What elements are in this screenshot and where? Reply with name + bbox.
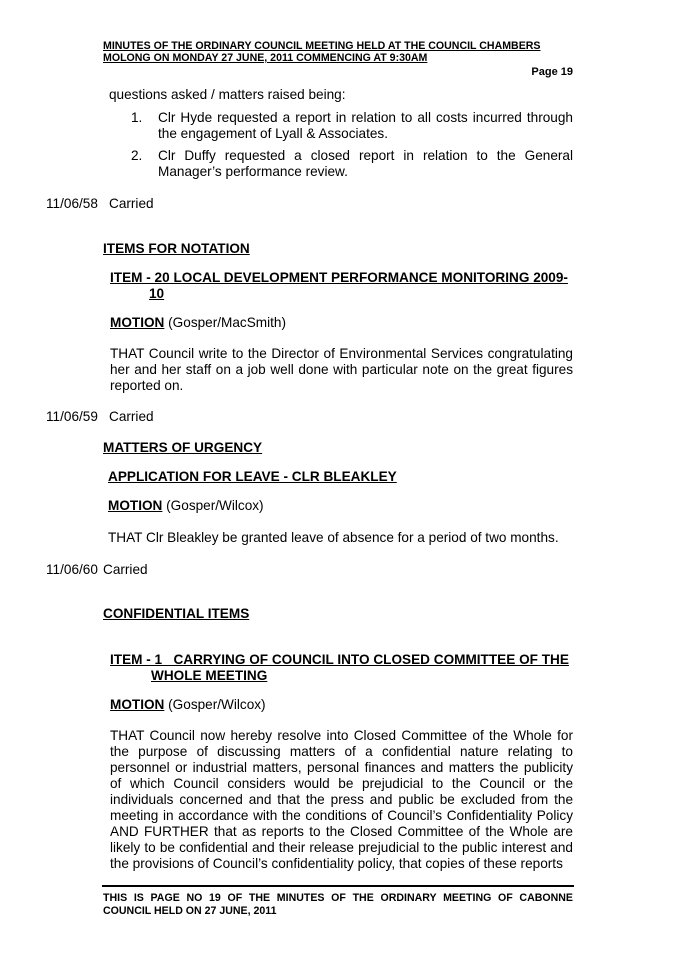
header-line-2: MOLONG ON MONDAY 27 JUNE, 2011 COMMENCING AT 9:30AM: [103, 52, 428, 64]
question-text: Clr Hyde requested a report in relation to all costs incurred through the engagement of Lyall & Associates.: [158, 110, 573, 141]
motion-label: MOTION: [108, 498, 163, 513]
motion-label: MOTION: [110, 697, 165, 712]
resolution-number: 11/06/58: [46, 196, 98, 211]
motion-movers: (Gosper/Wilcox): [166, 498, 264, 513]
question-text: Clr Duffy requested a closed report in relation to the General Manager’s performance review.: [158, 148, 573, 179]
section-heading-notation: ITEMS FOR NOTATION: [103, 241, 250, 256]
motion-text: THAT Clr Bleakley be granted leave of absence for a period of two months.: [108, 530, 559, 545]
section-heading-urgency: MATTERS OF URGENCY: [103, 440, 263, 455]
question-number: 2.: [131, 148, 143, 163]
resolution-number: 11/06/59: [46, 409, 98, 424]
footer-rule: [102, 885, 574, 887]
page-number: Page 19: [531, 66, 573, 78]
item-heading-line-1: ITEM - 20 LOCAL DEVELOPMENT PERFORMANCE MONITORING 2009-: [110, 270, 568, 285]
motion-movers: (Gosper/Wilcox): [168, 697, 266, 712]
motion-line: [110, 315, 286, 331]
page-footer: THIS IS PAGE NO 19 OF THE MINUTES OF THE ORDINARY MEETING OF CABONNE COUNCIL HELD ON 27 JUNE, 2011: [103, 892, 573, 917]
motion-line: [108, 498, 264, 514]
resolution-number: 11/06/60: [46, 562, 98, 577]
motion-text: THAT Council now hereby resolve into Closed Committee of the Whole for the purpose of discussing matters of a confidential nature relating to personnel or industrial matters, personal finances and matters the publicity of which Council considers would be prejudicial to the Council or the individuals concerned and that the press and public be excluded from the meeting in accordance with the conditions of Council’s Confidentiality Policy AND FURTHER that as reports to the Closed Committee of the Whole are likely to be confidential and their release prejudicial to the public interest and the provisions of Council’s confidentiality policy, that copies of these reports: [110, 728, 573, 871]
section-heading-confidential: CONFIDENTIAL ITEMS: [103, 606, 250, 621]
item-heading-line-1: ITEM - 1 CARRYING OF COUNCIL INTO CLOSED COMMITTEE OF THE: [110, 652, 569, 667]
item-heading-leave: APPLICATION FOR LEAVE - CLR BLEAKLEY: [108, 469, 397, 484]
item-heading-line-2: 10: [149, 286, 165, 301]
item-heading-line-2: WHOLE MEETING: [151, 668, 268, 683]
motion-text: THAT Council write to the Director of Environmental Services congratulating her and her staff on a job well done with particular note on the great figures reported on.: [110, 346, 573, 393]
resolution-status: Carried: [109, 409, 154, 424]
motion-line: [110, 697, 266, 713]
intro-text: questions asked / matters raised being:: [109, 87, 346, 102]
question-number: 1.: [131, 110, 143, 125]
resolution-status: Carried: [103, 562, 148, 577]
page-header: [103, 40, 573, 64]
resolution-status: Carried: [109, 196, 154, 211]
motion-label: MOTION: [110, 315, 165, 330]
motion-movers: (Gosper/MacSmith): [168, 315, 286, 330]
header-line-1: MINUTES OF THE ORDINARY COUNCIL MEETING HELD AT THE COUNCIL CHAMBERS: [103, 40, 541, 52]
